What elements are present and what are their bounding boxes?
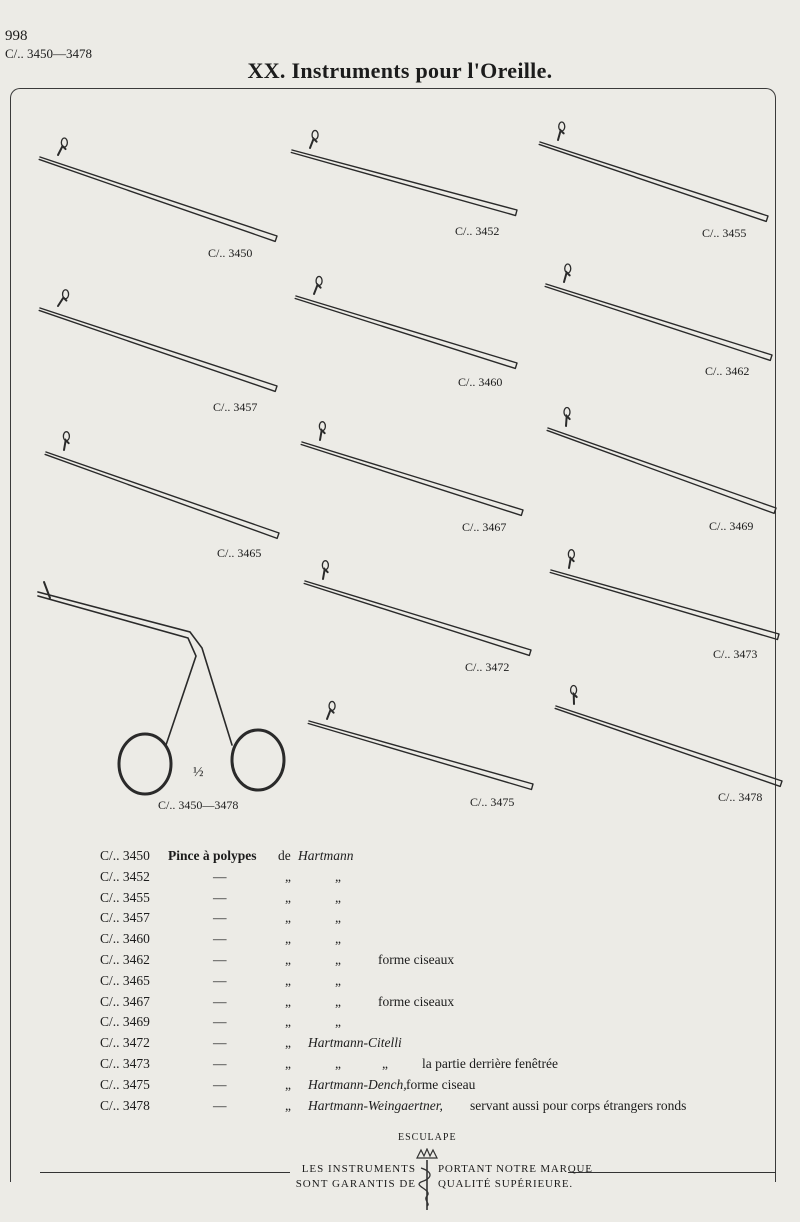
row-ditto-mark: „ — [335, 993, 341, 1009]
instrument-3452-shaft — [291, 150, 517, 216]
row-ditto-mark: „ — [335, 868, 341, 884]
row-ditto-dash: — — [213, 972, 227, 988]
instrument-3460-shaft — [295, 296, 517, 368]
instrument-3462-cup — [565, 264, 571, 273]
row-preposition: de — [278, 848, 291, 863]
table-row — [100, 910, 780, 930]
table-row — [100, 1056, 780, 1076]
row-ditto-mark: „ — [335, 931, 341, 947]
row-code: C/.. 3452 — [100, 868, 150, 884]
instrument-3478-shaft — [555, 706, 782, 786]
instrument-3473-jaw — [569, 558, 574, 568]
instrument-3452-jaw — [310, 139, 317, 148]
row-ditto-mark: „ — [285, 993, 291, 1009]
row-ditto-dash: — — [213, 1076, 227, 1092]
row-ditto-mark: „ — [285, 868, 291, 884]
row-name: Pince à polypes — [168, 848, 257, 863]
row-ditto-dash: — — [213, 868, 227, 884]
figure-label-3450: C/.. 3450 — [208, 246, 253, 260]
scale-label: ½ — [193, 765, 204, 780]
row-code: C/.. 3478 — [100, 1097, 150, 1113]
instrument-3467-cup — [319, 422, 325, 431]
row-code: C/.. 3455 — [100, 889, 150, 905]
figure-label-3462: C/.. 3462 — [705, 364, 750, 378]
table-row — [100, 1035, 780, 1055]
handle-forceps-shaft — [38, 592, 232, 745]
instrument-3457-shaft — [39, 308, 277, 391]
row-note: servant aussi pour corps étrangers ronds — [470, 1097, 687, 1113]
table-row — [100, 994, 780, 1014]
instrument-3457-cup — [63, 290, 69, 299]
instrument-3469-shaft — [547, 428, 776, 513]
row-ditto-mark: „ — [285, 1097, 291, 1113]
instrument-3455-jaw — [558, 130, 564, 140]
table-row — [100, 848, 780, 868]
instrument-3467-shaft — [301, 442, 523, 515]
instrument-3465-jaw — [64, 440, 69, 450]
row-ditto-mark: „ — [335, 889, 341, 905]
row-code: C/.. 3465 — [100, 972, 150, 988]
instrument-3465-cup — [63, 432, 69, 441]
table-row — [100, 952, 780, 972]
row-author: Hartmann-Weingaertner, — [308, 1097, 443, 1113]
row-note: forme ciseaux — [378, 952, 455, 967]
row-ditto-mark: „ — [335, 952, 341, 967]
instrument-3472-jaw — [323, 569, 328, 579]
figure-label-3478: C/.. 3478 — [718, 790, 763, 804]
footer-right-line2: QUALITÉ SUPÉRIEURE. — [438, 1178, 573, 1190]
instrument-3450-shaft — [39, 157, 277, 241]
footer-rule-right — [568, 1172, 776, 1173]
footer-left-line2: SONT GARANTIS DE — [295, 1178, 416, 1190]
page-title: XX. Instruments pour l'Oreille. — [247, 58, 553, 83]
table-row — [100, 869, 780, 889]
row-code: C/.. 3460 — [100, 931, 150, 947]
table-row — [100, 1014, 780, 1034]
caduceus-logo-icon — [414, 1148, 440, 1212]
row-ditto-dash: — — [213, 1056, 227, 1071]
figure-label-3472: C/.. 3472 — [465, 660, 510, 674]
instrument-3475-jaw — [327, 710, 334, 719]
row-code: C/.. 3462 — [100, 952, 150, 967]
instrument-3455-shaft — [539, 142, 768, 221]
row-note: la partie derrière fenêtrée — [422, 1056, 559, 1071]
row-code: C/.. 3472 — [100, 1035, 150, 1051]
instrument-3473-cup — [568, 550, 574, 559]
instrument-3472-shaft — [304, 581, 531, 655]
instrument-3469-jaw — [566, 416, 570, 426]
footer-right-line1: PORTANT NOTRE MARQUE — [438, 1163, 593, 1175]
handle-forceps-ring-right — [232, 730, 284, 790]
instrument-3455-cup — [559, 122, 565, 131]
figure-label-3465: C/.. 3465 — [217, 546, 262, 560]
instrument-3465-shaft — [45, 452, 279, 538]
row-ditto-mark: „ — [335, 1056, 341, 1071]
instrument-3460-cup — [316, 276, 322, 285]
footer-rule-left — [40, 1172, 290, 1173]
row-ditto-mark: „ — [285, 889, 291, 905]
row-ditto-mark: „ — [382, 1056, 388, 1071]
instrument-3452-cup — [312, 130, 318, 139]
row-note: forme ciseaux — [378, 993, 455, 1009]
table-row — [100, 1077, 780, 1097]
footer-left-text — [290, 1162, 416, 1192]
figure-label-3475: C/.. 3475 — [470, 795, 515, 809]
row-ditto-mark: „ — [285, 972, 291, 988]
row-ditto-mark: „ — [335, 910, 341, 926]
handle-forceps-tip — [44, 582, 50, 598]
figure-label-3455: C/.. 3455 — [702, 226, 747, 240]
row-ditto-dash: — — [213, 993, 227, 1009]
row-author: Hartmann-Citelli — [308, 1035, 402, 1051]
row-ditto-dash: — — [213, 1035, 227, 1051]
instrument-3460-jaw — [314, 285, 321, 294]
instrument-3475-shaft — [308, 721, 533, 790]
instrument-3478-jaw — [574, 694, 577, 704]
row-author: Hartmann — [298, 848, 354, 863]
figure-label-3469: C/.. 3469 — [709, 519, 754, 533]
table-row — [100, 973, 780, 993]
row-ditto-mark: „ — [285, 1076, 291, 1092]
row-ditto-mark: „ — [335, 1014, 341, 1030]
footer-left-line1: LES INSTRUMENTS — [301, 1163, 416, 1175]
row-ditto-dash: — — [213, 1014, 227, 1030]
row-ditto-mark: „ — [285, 1014, 291, 1030]
row-ditto-dash: — — [213, 910, 227, 926]
row-code: C/.. 3473 — [100, 1056, 150, 1071]
row-code: C/.. 3457 — [100, 910, 150, 926]
instrument-3472-cup — [322, 561, 328, 570]
row-ditto-mark: „ — [285, 910, 291, 926]
row-ditto-mark: „ — [285, 952, 291, 967]
row-code: C/.. 3450 — [100, 848, 150, 863]
instrument-3462-jaw — [564, 272, 570, 282]
handle-forceps-ring-left — [119, 734, 171, 794]
brand-name: ESCULAPE — [398, 1132, 457, 1143]
table-row — [100, 890, 780, 910]
figure-label-3473: C/.. 3473 — [713, 647, 758, 661]
row-ditto-dash: — — [213, 889, 227, 905]
instrument-3450-cup — [61, 138, 67, 147]
row-ditto-mark: „ — [285, 931, 291, 947]
instrument-3467-jaw — [320, 430, 325, 440]
row-code: C/.. 3467 — [100, 993, 150, 1009]
figure-label-3452: C/.. 3452 — [455, 224, 500, 238]
row-ditto-dash: — — [213, 952, 227, 967]
figure-label-3457: C/.. 3457 — [213, 400, 258, 414]
figure-label-3450-3478: C/.. 3450—3478 — [158, 798, 239, 812]
row-author: Hartmann-Dench, — [308, 1076, 407, 1092]
row-ditto-dash: — — [213, 1097, 227, 1113]
page-number: 998 — [5, 28, 28, 44]
footer-right-text — [438, 1162, 593, 1192]
instrument-3473-shaft — [550, 570, 779, 640]
table-row — [100, 1098, 780, 1118]
row-code: C/.. 3469 — [100, 1014, 150, 1030]
instrument-3475-cup — [329, 701, 335, 710]
row-ditto-dash: — — [213, 931, 227, 947]
page-reference: C/.. 3450—3478 — [5, 46, 93, 61]
instrument-3462-shaft — [545, 284, 772, 360]
row-note: forme ciseau — [406, 1076, 476, 1092]
figure-label-3460: C/.. 3460 — [458, 375, 503, 389]
row-ditto-mark: „ — [285, 1056, 291, 1071]
row-ditto-mark: „ — [285, 1035, 291, 1051]
table-row — [100, 931, 780, 951]
row-ditto-mark: „ — [335, 972, 341, 988]
row-code: C/.. 3475 — [100, 1076, 150, 1092]
figure-label-3467: C/.. 3467 — [462, 520, 507, 534]
